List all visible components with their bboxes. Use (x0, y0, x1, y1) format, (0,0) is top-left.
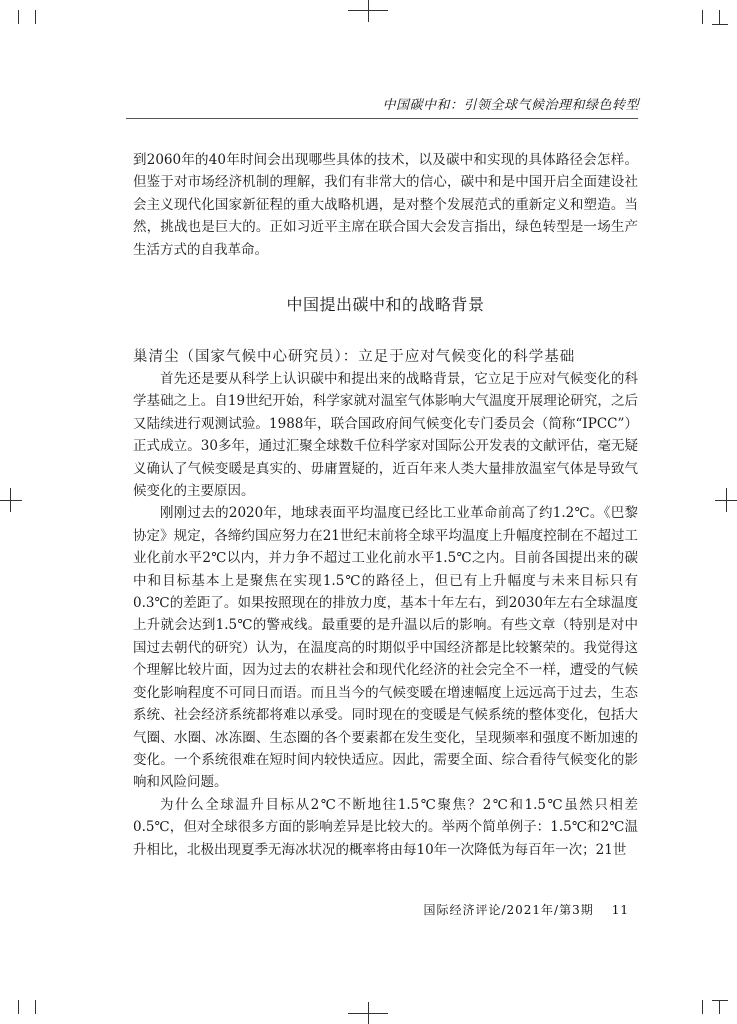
paragraph: 刚刚过去的2020年，地球表面平均温度已经比工业革命前高了约1.2℃。《巴黎协定》规定，各缔约国应努力在21世纪末前将全球平均温度上升幅度控制在不超过工业化前水平2℃以内，并力争不超过工业化前水平1.5℃之内。目前各国提出来的碳中和目标基本上是聚焦在实现1.5℃的路径上，但已有上升幅度与未来目标只有0.3℃的差距了。如果按照现在的排放力度，基本十年左右，到2030年左右全球温度上升就会达到1.5℃的警戒线。最重要的是升温以后的影响。有些文章（特别是对中国过去朝代的研究）认为，在温度高的时期似乎中国经济都是比较繁荣的。我觉得这个理解比较片面，因为过去的农耕社会和现代化经济的社会完全不一样，遭受的气候变化影响程度不可同日而语。而且当今的气候变暖在增速幅度上远远高于过去，生态系统、社会经济系统都将难以承受。同时现在的变暖是气候系统的整体变化，包括大气圈、水圈、冰冻圈、生态圈的各个要素都在发生变化，呈现频率和强度不断加速的变化。一个系统很难在短时间内较快适应。因此，需要全面、综合看待气候变化的影响和风险问题。 (133, 505, 638, 791)
intro-paragraph (133, 149, 638, 261)
journal-citation: 国际经济评论/2021年/第3期 (423, 903, 594, 917)
speaker-heading: 巢清尘（国家气候中心研究员）：立足于应对气候变化的科学基础 (133, 349, 576, 365)
paragraph: 到2060年的40年时间会出现哪些具体的技术，以及碳中和实现的具体路径会怎样。但鉴于对市场经济机制的理解，我们有非常大的信心，碳中和是中国开启全面建设社会主义现代化国家新征程的重大战略机遇，是对整个发展范式的重新定义和塑造。当然，挑战也是巨大的。正如习近平主席在联合国大会发言指出，绿色转型是一场生产生活方式的自我革命。 (133, 152, 638, 258)
page-number: 11 (611, 903, 629, 917)
header-rule (126, 118, 638, 119)
section-title: 中国提出碳中和的战略背景 (286, 295, 485, 314)
paragraph: 首先还是要从科学上认识碳中和提出来的战略背景，它立足于应对气候变化的科学基础之上。自19世纪开始，科学家就对温室气体影响大气温度开展理论研究，之后又陆续进行观测试验。1988年，联合国政府间气候变化专门委员会（简称“IPCC”）正式成立。30多年，通过汇聚全球数千位科学家对国际公开发表的文献评估，毫无疑义确认了气候变暖是真实的、毋庸置疑的，近百年来人类大量排放温室气体是导致气候变化的主要原因。 (133, 371, 638, 500)
running-header: 中国碳中和：引领全球气候治理和绿色转型 (382, 98, 639, 113)
article-body (133, 368, 638, 861)
page-footer (423, 901, 629, 918)
paragraph: 为什么全球温升目标从2℃不断地往1.5℃聚焦？2℃和1.5℃虽然只相差0.5℃，但对全球很多方面的影响差异是比较大的。举两个简单例子：1.5℃和2℃温升相比，北极出现夏季无海冰状况的概率将由每10年一次降低为每百年一次；21世 (133, 796, 638, 858)
